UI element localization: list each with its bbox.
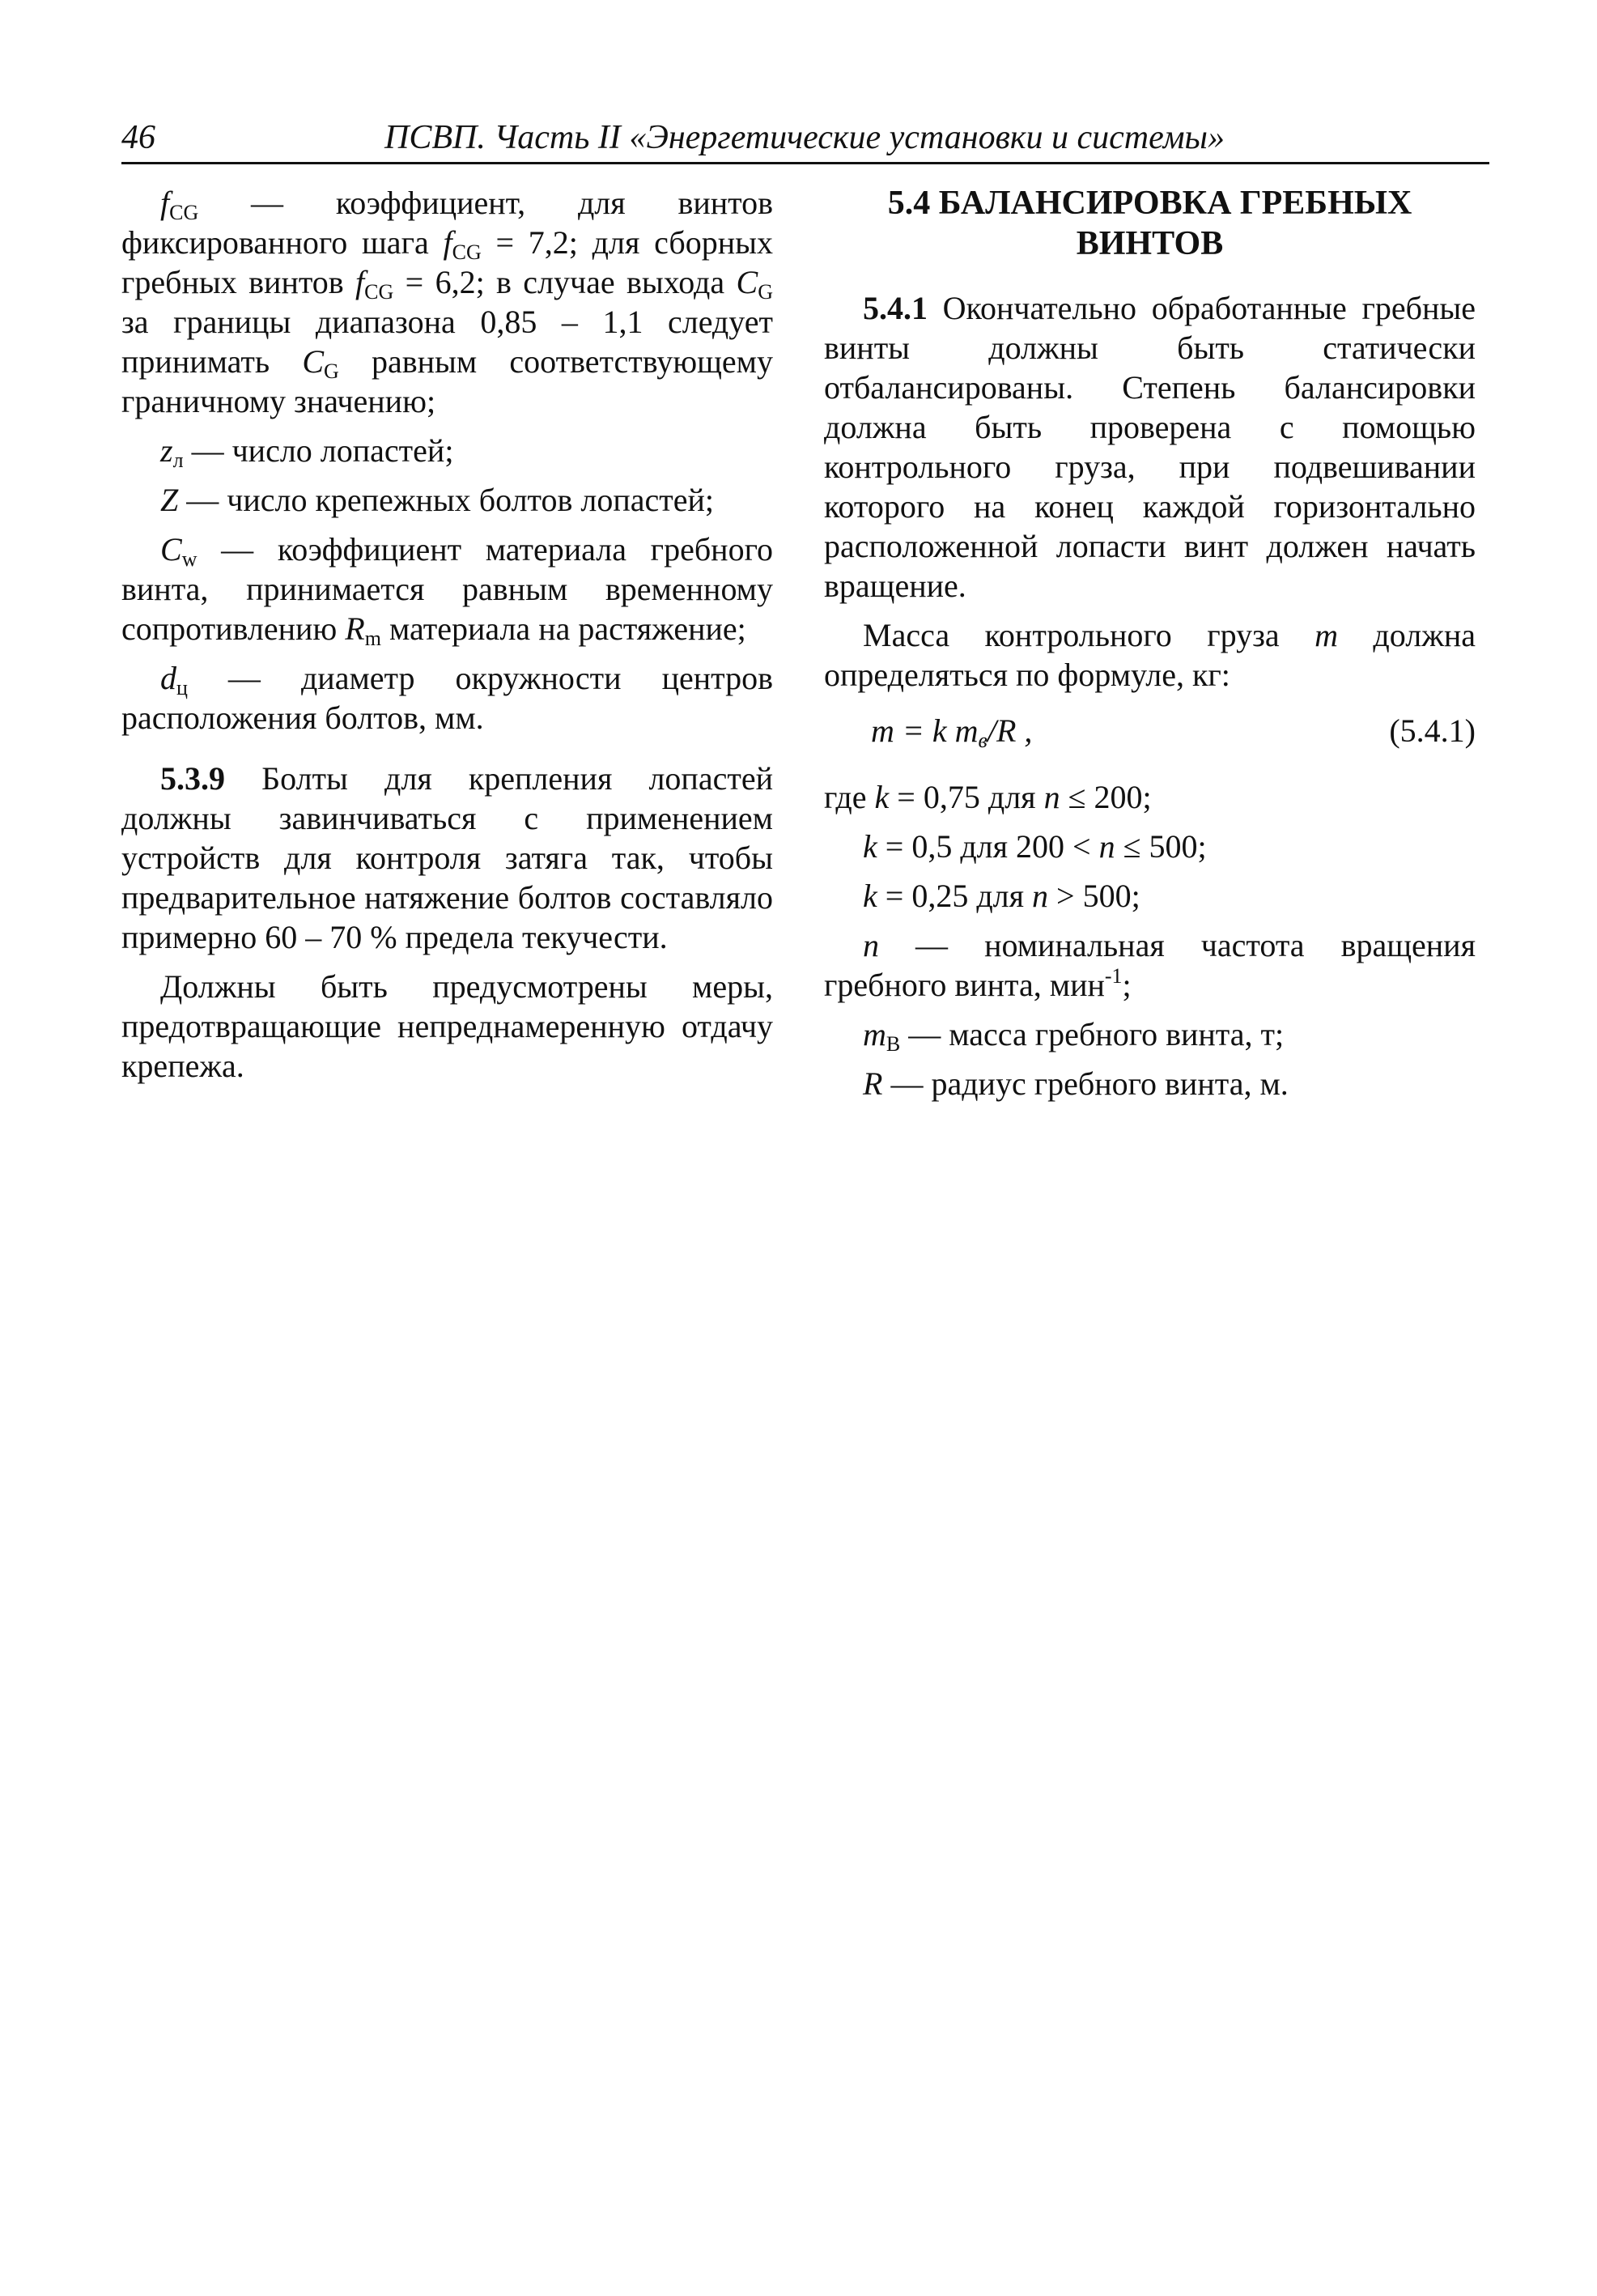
- where-k-line-1: где k = 0,75 для n ≤ 200;: [824, 779, 1152, 815]
- paragraph-mass: Масса контрольного груза m должна определяться по формуле, кг:: [824, 617, 1476, 693]
- zl-definition: $z_л$ — число лопастей;: [160, 432, 454, 472]
- mv-definition: $m_В$ — масса гребного винта, т;: [863, 1016, 1285, 1056]
- n-definition: n — номинальная частота вращения гребного винта, мин$^{-1}$;: [824, 927, 1476, 1003]
- page-number: 46: [121, 119, 155, 156]
- cw-definition: $C_w$ — коэффициент материала гребного винта, принимается равным временному сопротивлению $R_m$ материала на растяжение;: [121, 531, 773, 650]
- right-column: [824, 183, 1476, 1113]
- section-heading-5-4: 5.4 БАЛАНСИРОВКА ГРЕБНЫХ ВИНТОВ: [887, 185, 1412, 262]
- formula-expression: m = k $m_в/R$ ,: [871, 712, 1033, 752]
- where-k-line-3: k = 0,25 для n > 500;: [863, 878, 1140, 914]
- paragraph-5-4-1: 5.4.1 Окончательно обработанные гребные винты должны быть статически отбалансированы. Степень балансировки должна быть проверена с помощью контрольного груза, при подвешивании которого на конец каждой горизонтально расположенной лопасти винт должен начать вращение.: [824, 290, 1476, 604]
- page-header: [121, 113, 1489, 164]
- z-definition: Z — число крепежных болтов лопастей;: [160, 482, 715, 518]
- left-column: [121, 183, 773, 1095]
- formula-number: (5.4.1): [1389, 712, 1476, 749]
- fcg-definition: $f_{CG}$ — коэффициент, для винтов фиксированного шага $f_{CG} = 7,2$; для сборных гребных винтов $f_{CG} = 6,2$; в случае выхода $C_G$ за границы диапазона 0,85 – 1,1 следует принимать $C_G$ равным соответствующему граничному значению;: [121, 185, 773, 419]
- running-title: ПСВП. Часть II «Энергетические установки и системы»: [384, 119, 1225, 156]
- paragraph-5-3-9: 5.3.9 Болты для крепления лопастей должны завинчиваться с применением устройств для контроля затяга так, чтобы предварительное натяжение болтов составляло примерно 60 – 70 % предела текучести.: [121, 760, 773, 955]
- formula-5-4-1: [824, 711, 1476, 759]
- where-k-line-2: k = 0,5 для 200 < n ≤ 500;: [863, 828, 1207, 865]
- r-definition: R — радиус гребного винта, м.: [863, 1065, 1289, 1102]
- paragraph-measures: Должны быть предусмотрены меры, предотвращающие непреднамеренную отдачу крепежа.: [121, 968, 773, 1084]
- dc-definition: $d_ц$ — диаметр окружности центров расположения болтов, мм.: [121, 660, 773, 736]
